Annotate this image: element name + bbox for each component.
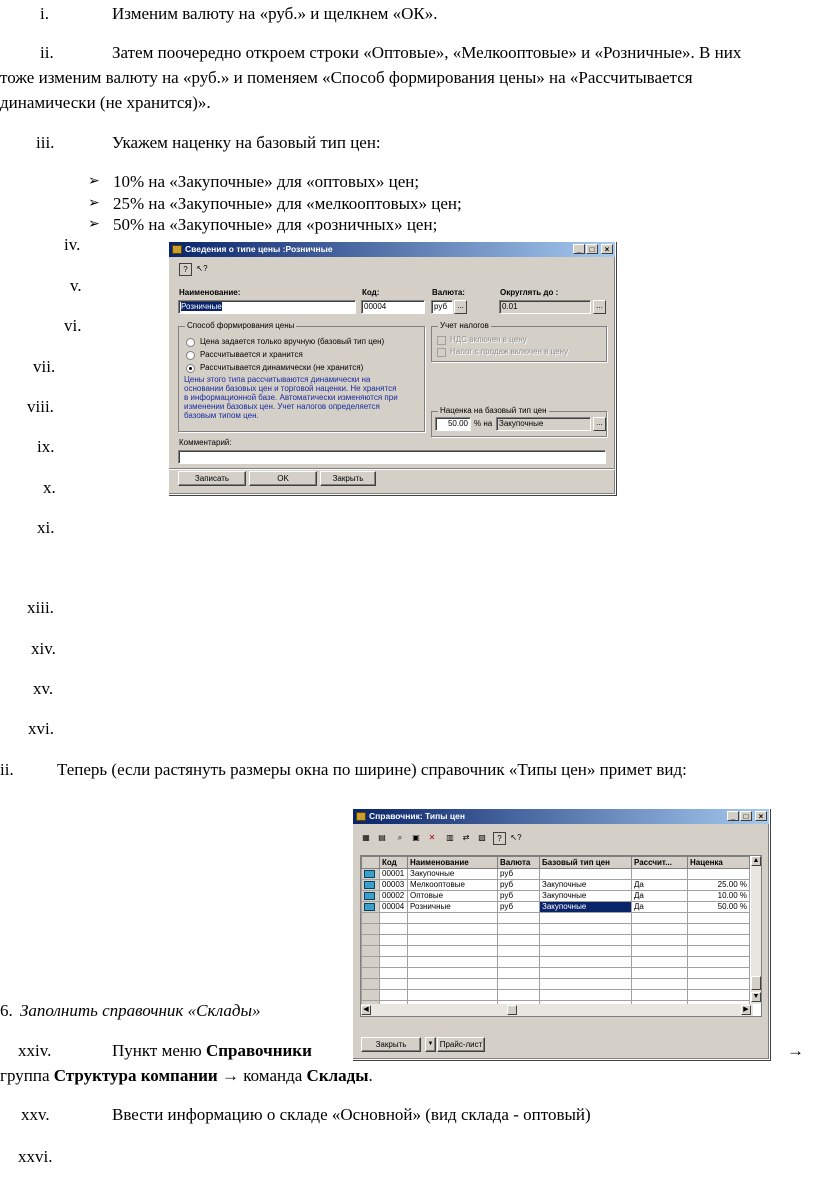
table-cell[interactable]: Да [632, 902, 688, 913]
markup-input[interactable]: 50.00 [435, 417, 471, 431]
table-cell[interactable] [540, 979, 632, 990]
table-cell[interactable]: 10.00 % [688, 891, 750, 902]
paragraph: Затем поочередно откроем строки «Оптовые», «Мелкооптовые» и «Розничные». В них [112, 43, 742, 62]
code-input[interactable]: 00004 [361, 300, 425, 314]
tree-icon[interactable]: ▥ [446, 833, 454, 842]
paragraph: Теперь (если растянуть размеры окна по ширине) справочник «Типы цен» примет вид: [57, 760, 687, 779]
vat-checkbox-label: НДС включен в цену [450, 335, 527, 344]
table-cell[interactable] [632, 957, 688, 968]
comment-input[interactable] [178, 450, 606, 464]
info-line: базовым типом цен. [184, 411, 259, 420]
row-icon-cell [362, 990, 380, 1001]
table-cell[interactable]: 00004 [380, 902, 408, 913]
table-cell[interactable] [632, 946, 688, 957]
list-number: i. [40, 4, 49, 23]
table-cell[interactable] [540, 957, 632, 968]
table-cell[interactable] [540, 913, 632, 924]
bullet-item: 10% на «Закупочные» для «оптовых» цен; [113, 172, 420, 191]
table-cell[interactable] [688, 913, 750, 924]
table-cell[interactable] [688, 968, 750, 979]
table-cell[interactable] [380, 913, 408, 924]
round-select-button[interactable]: ... [593, 300, 606, 314]
markup-group-label: Наценка на базовый тип цен [440, 406, 547, 415]
table-cell[interactable] [688, 946, 750, 957]
arrow-text: → [787, 1041, 804, 1060]
catalog-title: Справочник: Типы цен [369, 811, 465, 821]
text-run: группа [0, 1066, 54, 1085]
text-run: → команда [217, 1066, 307, 1085]
close-dialog-button[interactable]: Закрыть [320, 471, 376, 486]
table-cell[interactable]: Закупочные [408, 869, 498, 880]
help-icon[interactable]: ? [493, 832, 506, 845]
comment-label: Комментарий: [179, 438, 232, 447]
name-label: Наименование: [179, 288, 241, 297]
table-header-row [362, 857, 750, 869]
bullet-icon: ➢ [88, 174, 100, 189]
list-number: x. [43, 478, 56, 497]
save-button[interactable]: Записать [178, 471, 246, 486]
code-label: Код: [362, 288, 380, 297]
scroll-right-icon[interactable]: ▶ [741, 1005, 751, 1015]
table-cell[interactable] [632, 990, 688, 1001]
column-header-icon[interactable] [362, 857, 380, 869]
table-cell[interactable]: Да [632, 880, 688, 891]
list-number: ii. [40, 43, 54, 62]
table-row[interactable] [362, 968, 750, 979]
table-row[interactable] [362, 880, 750, 891]
table-cell[interactable]: руб [498, 869, 540, 880]
text-run: . [368, 1066, 373, 1085]
new-icon[interactable]: ▦ [362, 833, 370, 842]
list-number: xiv. [31, 639, 56, 658]
bullet-item: 25% на «Закупочные» для «мелкооптовых» цен; [113, 194, 462, 213]
name-input[interactable] [178, 300, 356, 314]
price-types-catalog-window [352, 808, 770, 1060]
price-method-group-label: Способ формирования цены [187, 321, 295, 330]
table-cell[interactable] [498, 968, 540, 979]
price-types-table[interactable] [360, 855, 762, 1017]
table-cell[interactable] [498, 924, 540, 935]
table-cell[interactable] [498, 946, 540, 957]
edit-icon[interactable]: ▣ [412, 833, 420, 842]
list-number: vi. [64, 316, 82, 335]
list-number: xxv. [21, 1105, 50, 1124]
scroll-left-icon[interactable]: ◀ [361, 1005, 371, 1015]
info-line: изменении базовых цен. Учет налогов определяется [184, 402, 380, 411]
bullet-item: 50% на «Закупочные» для «розничных» цен; [113, 215, 438, 234]
table-cell[interactable] [632, 869, 688, 880]
table-cell[interactable]: руб [498, 880, 540, 891]
currency-label: Валюта: [432, 288, 465, 297]
table-cell[interactable] [408, 913, 498, 924]
minimize-button[interactable]: _ [573, 244, 585, 254]
menu-term: Структура компании [53, 1066, 218, 1085]
table-cell[interactable] [498, 990, 540, 1001]
row-icon-cell [362, 869, 380, 880]
catalog-titlebar[interactable] [353, 809, 769, 824]
table-row[interactable] [362, 924, 750, 935]
vat-checkbox[interactable] [437, 336, 446, 345]
table-cell[interactable] [498, 979, 540, 990]
scroll-hthumb[interactable] [507, 1005, 517, 1015]
info-line: в информационной базе. Автоматически изменяются при [184, 393, 398, 402]
menu-term: Склады [306, 1066, 369, 1085]
paragraph: тоже изменим валюту на «руб.» и поменяем «Способ формирования цены» на «Рассчитывается [0, 68, 693, 87]
scroll-down-icon[interactable]: ▼ [752, 993, 760, 1000]
list-number: v. [70, 276, 82, 295]
markup-base-select-button[interactable]: ... [593, 417, 606, 431]
list-number: xi. [37, 518, 55, 537]
table-cell[interactable] [688, 990, 750, 1001]
table-row[interactable] [362, 946, 750, 957]
table-cell[interactable] [380, 946, 408, 957]
radio-calc-stored[interactable] [186, 351, 195, 360]
column-header[interactable]: Базовый тип цен [540, 857, 632, 869]
table-cell[interactable] [688, 979, 750, 990]
row-icon-cell [362, 946, 380, 957]
radio-calc-dynamic-label: Рассчитывается динамически (не хранится) [200, 363, 364, 372]
horizontal-scrollbar[interactable] [361, 1004, 753, 1016]
table-cell[interactable] [408, 979, 498, 990]
row-icon-cell [362, 935, 380, 946]
list-number: ix. [37, 437, 55, 456]
radio-calc-dynamic[interactable] [186, 364, 195, 373]
markup-unit-label: % на [474, 419, 493, 428]
ok-button[interactable]: OK [249, 471, 317, 486]
table-cell[interactable] [408, 924, 498, 935]
dropdown-arrow-icon[interactable]: ▼ [425, 1037, 436, 1052]
table-cell[interactable]: Закупочные [540, 880, 632, 891]
close-catalog-button[interactable]: Закрыть [361, 1037, 421, 1052]
round-input[interactable]: 0.01 [499, 300, 591, 314]
table-cell[interactable]: Мелкооптовые [408, 880, 498, 891]
table-cell[interactable] [632, 924, 688, 935]
table-cell[interactable]: Закупочные [540, 891, 632, 902]
table-cell[interactable] [380, 990, 408, 1001]
folder-icon [364, 903, 375, 911]
table-cell[interactable] [380, 957, 408, 968]
table-cell[interactable]: 50.00 % [688, 902, 750, 913]
divider [169, 468, 615, 470]
radio-manual-label: Цена задается только вручную (базовый тип цен) [200, 337, 385, 346]
table-cell[interactable]: руб [498, 902, 540, 913]
sales-tax-checkbox-label: Налог с продаж включен в цену [450, 347, 568, 356]
close-button[interactable]: × [601, 244, 613, 254]
table-cell[interactable] [408, 968, 498, 979]
level-icon[interactable]: ⇄ [462, 833, 470, 842]
row-icon-cell [362, 957, 380, 968]
maximize-button[interactable]: □ [740, 811, 752, 821]
table-cell[interactable] [380, 924, 408, 935]
table-row[interactable] [362, 902, 750, 913]
list-number: xxvi. [18, 1147, 53, 1166]
whats-this-icon[interactable]: ↖? [510, 833, 522, 842]
table-cell[interactable] [408, 935, 498, 946]
table-cell[interactable] [408, 990, 498, 1001]
row-icon-cell [362, 913, 380, 924]
info-line: Цены этого типа рассчитываются динамически на [184, 375, 371, 384]
dialog-titlebar[interactable] [169, 242, 615, 257]
whats-this-icon[interactable]: ↖? [196, 264, 208, 273]
help-icon[interactable]: ? [179, 263, 192, 276]
folder-icon [364, 881, 375, 889]
round-label: Округлять до : [500, 288, 559, 297]
table-cell[interactable] [632, 979, 688, 990]
row-icon-cell [362, 891, 380, 902]
row-icon-cell [362, 924, 380, 935]
sales-tax-checkbox[interactable] [437, 348, 446, 357]
table-cell[interactable] [540, 946, 632, 957]
copy-icon[interactable]: ▤ [378, 833, 386, 842]
section-heading: Заполнить справочник «Склады» [20, 1001, 261, 1020]
vertical-scrollbar[interactable] [751, 856, 761, 1004]
list-number: xxiv. [18, 1041, 52, 1060]
currency-input[interactable]: руб [431, 300, 453, 314]
table-cell[interactable] [498, 957, 540, 968]
table-row[interactable] [362, 957, 750, 968]
column-header[interactable]: Наименование [408, 857, 498, 869]
column-header[interactable]: Валюта [498, 857, 540, 869]
table-cell[interactable]: Оптовые [408, 891, 498, 902]
info-line: основании базовых цен и торговой наценки. Не хранятся [184, 384, 397, 393]
maximize-button[interactable]: □ [586, 244, 598, 254]
table-cell[interactable] [380, 968, 408, 979]
row-icon-cell [362, 968, 380, 979]
price-type-dialog [168, 241, 616, 495]
column-header[interactable]: Наценка [688, 857, 750, 869]
table-cell[interactable]: 00001 [380, 869, 408, 880]
radio-calc-stored-label: Рассчитывается и хранится [200, 350, 303, 359]
table-cell[interactable]: руб [498, 891, 540, 902]
table-cell[interactable] [632, 968, 688, 979]
paragraph [112, 1041, 312, 1061]
row-icon-cell [362, 880, 380, 891]
row-icon-cell [362, 902, 380, 913]
close-button[interactable]: × [755, 811, 767, 821]
app-icon [356, 812, 366, 821]
bullet-icon: ➢ [88, 196, 100, 211]
folder-icon [364, 870, 375, 878]
app-icon [172, 245, 182, 254]
scroll-thumb[interactable] [751, 976, 761, 990]
table-cell[interactable] [380, 935, 408, 946]
table-cell[interactable] [688, 869, 750, 880]
table-cell[interactable] [408, 946, 498, 957]
table-row[interactable] [362, 913, 750, 924]
paragraph: Укажем наценку на базовый тип цен: [112, 133, 381, 152]
markup-base-input[interactable]: Закупочные [496, 417, 591, 431]
paragraph: Изменим валюту на «руб.» и щелкнем «ОК». [112, 4, 438, 23]
table-cell[interactable] [540, 924, 632, 935]
list-number: xv. [33, 679, 54, 698]
table-cell[interactable] [540, 968, 632, 979]
bullet-icon: ➢ [88, 217, 100, 232]
move-icon[interactable]: ▧ [478, 833, 486, 842]
list-number: iv. [64, 235, 81, 254]
table-cell[interactable] [498, 935, 540, 946]
list-number: xiii. [27, 598, 54, 617]
delete-icon[interactable]: ✕ [428, 833, 436, 842]
column-header[interactable]: Рассчит... [632, 857, 688, 869]
list-number: vii. [33, 357, 56, 376]
table-cell[interactable]: Розничные [408, 902, 498, 913]
table-row[interactable] [362, 935, 750, 946]
list-number: xvi. [28, 719, 54, 738]
list-number: viii. [27, 397, 54, 416]
table-row[interactable] [362, 990, 750, 1001]
paragraph [0, 1066, 373, 1086]
table-cell[interactable] [498, 913, 540, 924]
table-row[interactable] [362, 869, 750, 880]
table-cell[interactable]: 25.00 % [688, 880, 750, 891]
table-cell[interactable] [688, 957, 750, 968]
find-icon[interactable]: ⌕ [397, 833, 403, 842]
radio-manual[interactable] [186, 338, 195, 347]
table-row[interactable] [362, 979, 750, 990]
table-cell[interactable] [632, 935, 688, 946]
folder-icon [364, 892, 375, 900]
list-number: ii. [0, 760, 14, 779]
table-cell[interactable]: 00002 [380, 891, 408, 902]
table-cell[interactable] [688, 924, 750, 935]
name-value: Розничные [181, 302, 222, 311]
paragraph: динамически (не хранится)». [0, 93, 211, 112]
table-cell[interactable] [380, 979, 408, 990]
table-cell[interactable]: Да [632, 891, 688, 902]
row-icon-cell [362, 979, 380, 990]
scroll-up-icon[interactable]: ▲ [752, 857, 760, 864]
list-number: iii. [36, 133, 55, 152]
paragraph: Ввести информацию о складе «Основной» (вид склада - оптовый) [112, 1105, 591, 1124]
table-cell[interactable] [540, 869, 632, 880]
minimize-button[interactable]: _ [727, 811, 739, 821]
column-header[interactable]: Код [380, 857, 408, 869]
table-cell-selected[interactable]: Закупочные [540, 902, 632, 913]
tax-group-label: Учет налогов [440, 321, 489, 330]
text-run: Пункт меню [112, 1041, 206, 1060]
table-cell[interactable] [540, 990, 632, 1001]
section-number: 6. [0, 1001, 13, 1020]
price-list-button[interactable]: Прайс-лист [437, 1037, 485, 1052]
menu-term: Справочники [205, 1041, 312, 1060]
dialog-title: Сведения о типе цены :Розничные [185, 244, 333, 254]
table-cell[interactable] [688, 935, 750, 946]
table-cell[interactable] [540, 935, 632, 946]
currency-select-button[interactable]: ... [454, 300, 467, 314]
table-cell[interactable] [408, 957, 498, 968]
table-cell[interactable] [632, 913, 688, 924]
table-row[interactable] [362, 891, 750, 902]
table-cell[interactable]: 00003 [380, 880, 408, 891]
